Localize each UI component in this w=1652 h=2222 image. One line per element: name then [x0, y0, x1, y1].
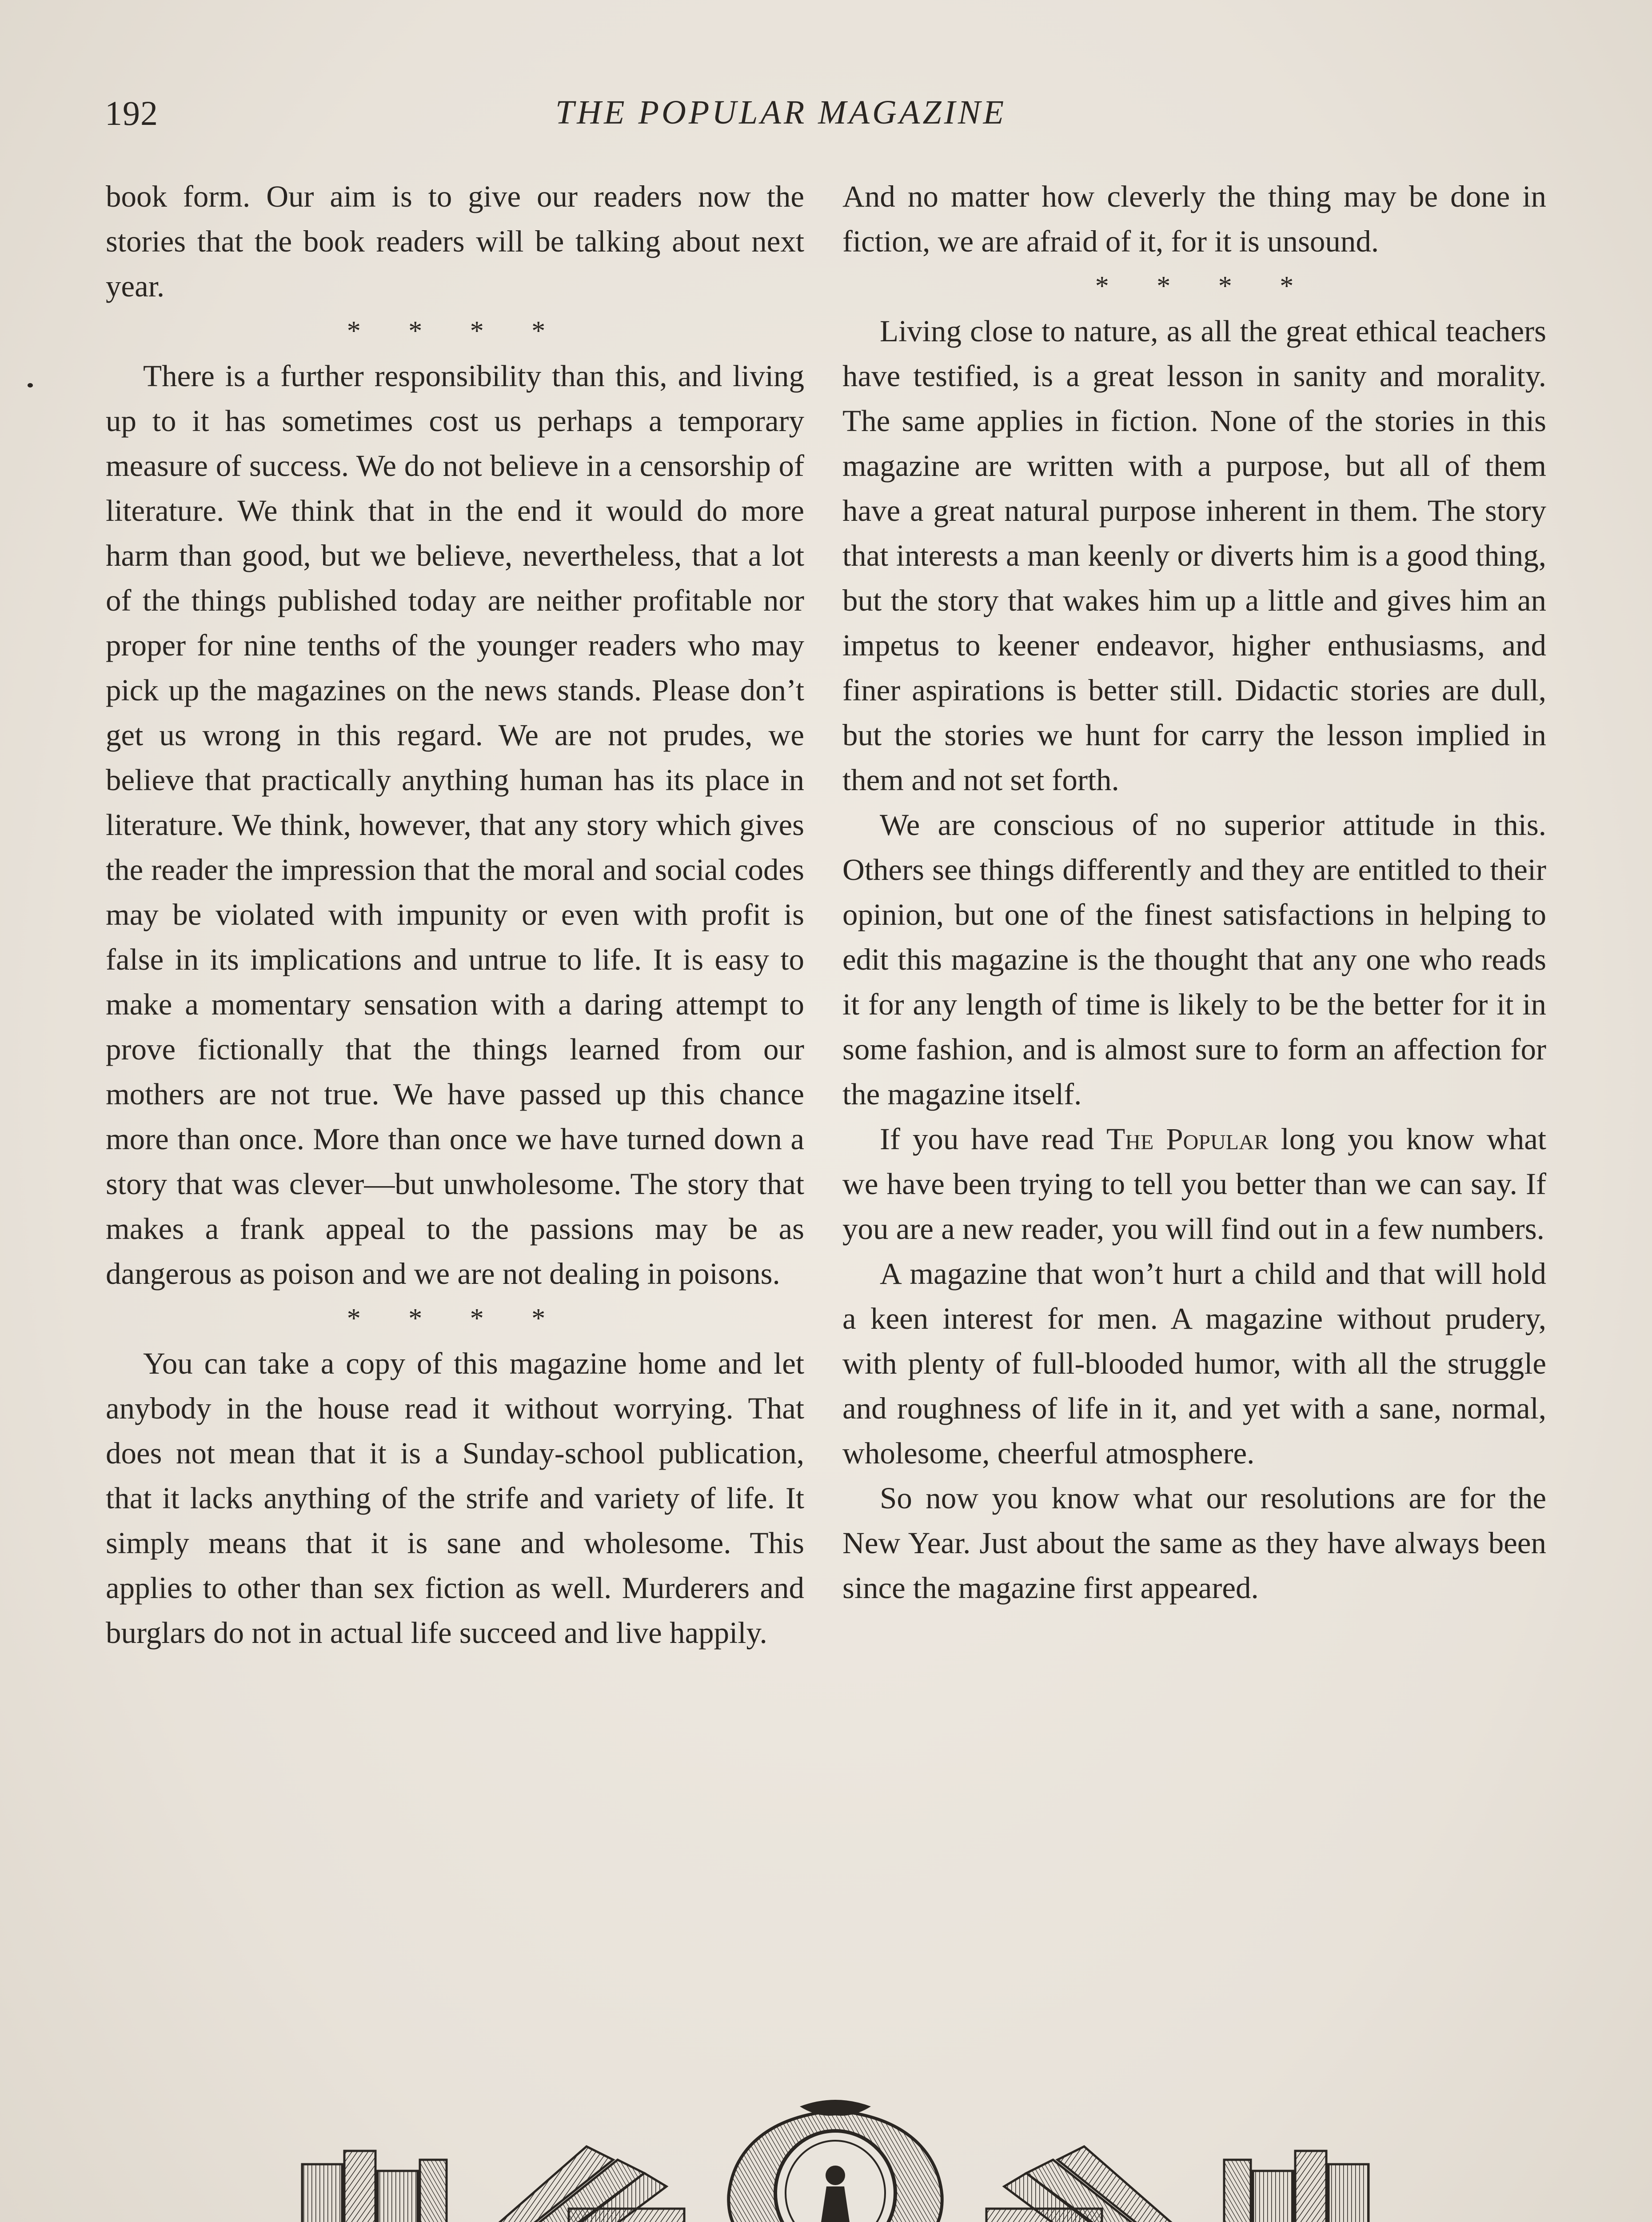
- page-number: 192: [105, 94, 158, 132]
- right-column: [842, 174, 1546, 1611]
- left-paragraph-2: There is a further responsibility than this, and living up to it has sometimes cost us perhaps a temporary measure of success. We do not believe in a censorship of literature. We think that in the end it would do more harm than good, but we believe, nevertheless, that a lot of the things published today are neither profitable nor proper for nine tenths of the younger readers who may pick up the magazines on the news stands. Please don’t get us wrong in this regard. We are not prudes, we believe that practically anything human has its place in literature. We think, however, that any story which gives the reader the impression that the moral and social codes may be violated with impunity or even with profit is false in its implications and untrue to life. It is easy to make a momentary sensation with a daring attempt to prove fictionally that the things learned from our mothers are not true. We have passed up this chance more than once. More than once we have turned down a story that was clever—but unwholesome. The story that makes a frank appeal to the passions may be as dangerous as poison and we are not dealing in poisons.: [106, 359, 804, 1291]
- right-paragraph-1: And no matter how cleverly the thing may be done in fiction, we are afraid of it, for it is unsound.: [842, 180, 1546, 258]
- paragraph-text: long you know what we have been trying to tell you better than we can say. If you are a new reader, you will find out in a few numbers.: [842, 1122, 1546, 1246]
- right-paragraph-4: [842, 1117, 1546, 1251]
- right-paragraph-2: Living close to nature, as all the great ethical teachers have testified, is a great lesson in sanity and morality. The same applies in fiction. None of the stories in this magazine are written with a purpose, but all of them have a great natural purpose inherent in them. The story that interests a man keenly or diverts him is a good thing, but the story that wakes him up a little and gives him an impetus to keener endeavor, higher enthusiasms, and finer aspirations is better still. Didactic stories are dull, but the stories we hunt for carry the lesson implied in them and not set forth.: [842, 314, 1546, 797]
- left-paragraph-1: book form. Our aim is to give our readers now the stories that the book readers will be talking about next year.: [106, 180, 804, 303]
- left-column: [106, 174, 804, 1655]
- running-title: THE POPULAR MAGAZINE: [555, 94, 1007, 131]
- right-paragraph-3: We are conscious of no superior attitude in this. Others see things differently and they are entitled to their opinion, but one of the finest satisfactions in helping to edit this magazine is the thought that any one who reads it for any length of time is likely to be the better for it in some fashion, and is almost sure to form an affection for the magazine itself.: [842, 808, 1546, 1111]
- section-separator: * * * *: [347, 1303, 546, 1334]
- bookshelf-tailpiece-icon: [275, 2098, 1395, 2222]
- magazine-name-smallcaps: The Popular: [1106, 1122, 1269, 1156]
- left-paragraph-3: You can take a copy of this magazine home and let anybody in the house read it without worrying. That does not mean that it is a Sunday-school publication, that it lacks anything of the strife and variety of life. It simply means that it is sane and wholesome. This applies to other than sex fiction as well. Murderers and burglars do not in actual life succeed and live happily.: [106, 1347, 804, 1650]
- paper-speck: [28, 383, 33, 388]
- section-separator: * * * *: [347, 316, 546, 346]
- paragraph-text: If you have read: [880, 1122, 1107, 1156]
- right-paragraph-6: So now you know what our resolutions are for the New Year. Just about the same as they have always been since the magazine first appeared.: [842, 1481, 1546, 1605]
- right-paragraph-5: A magazine that won’t hurt a child and that will hold a keen interest for men. A magazine without prudery, with plenty of full-blooded humor, with all the struggle and roughness of life in it, and yet with a sane, normal, wholesome, cheerful atmosphere.: [842, 1257, 1546, 1470]
- section-separator: * * * *: [1095, 271, 1294, 301]
